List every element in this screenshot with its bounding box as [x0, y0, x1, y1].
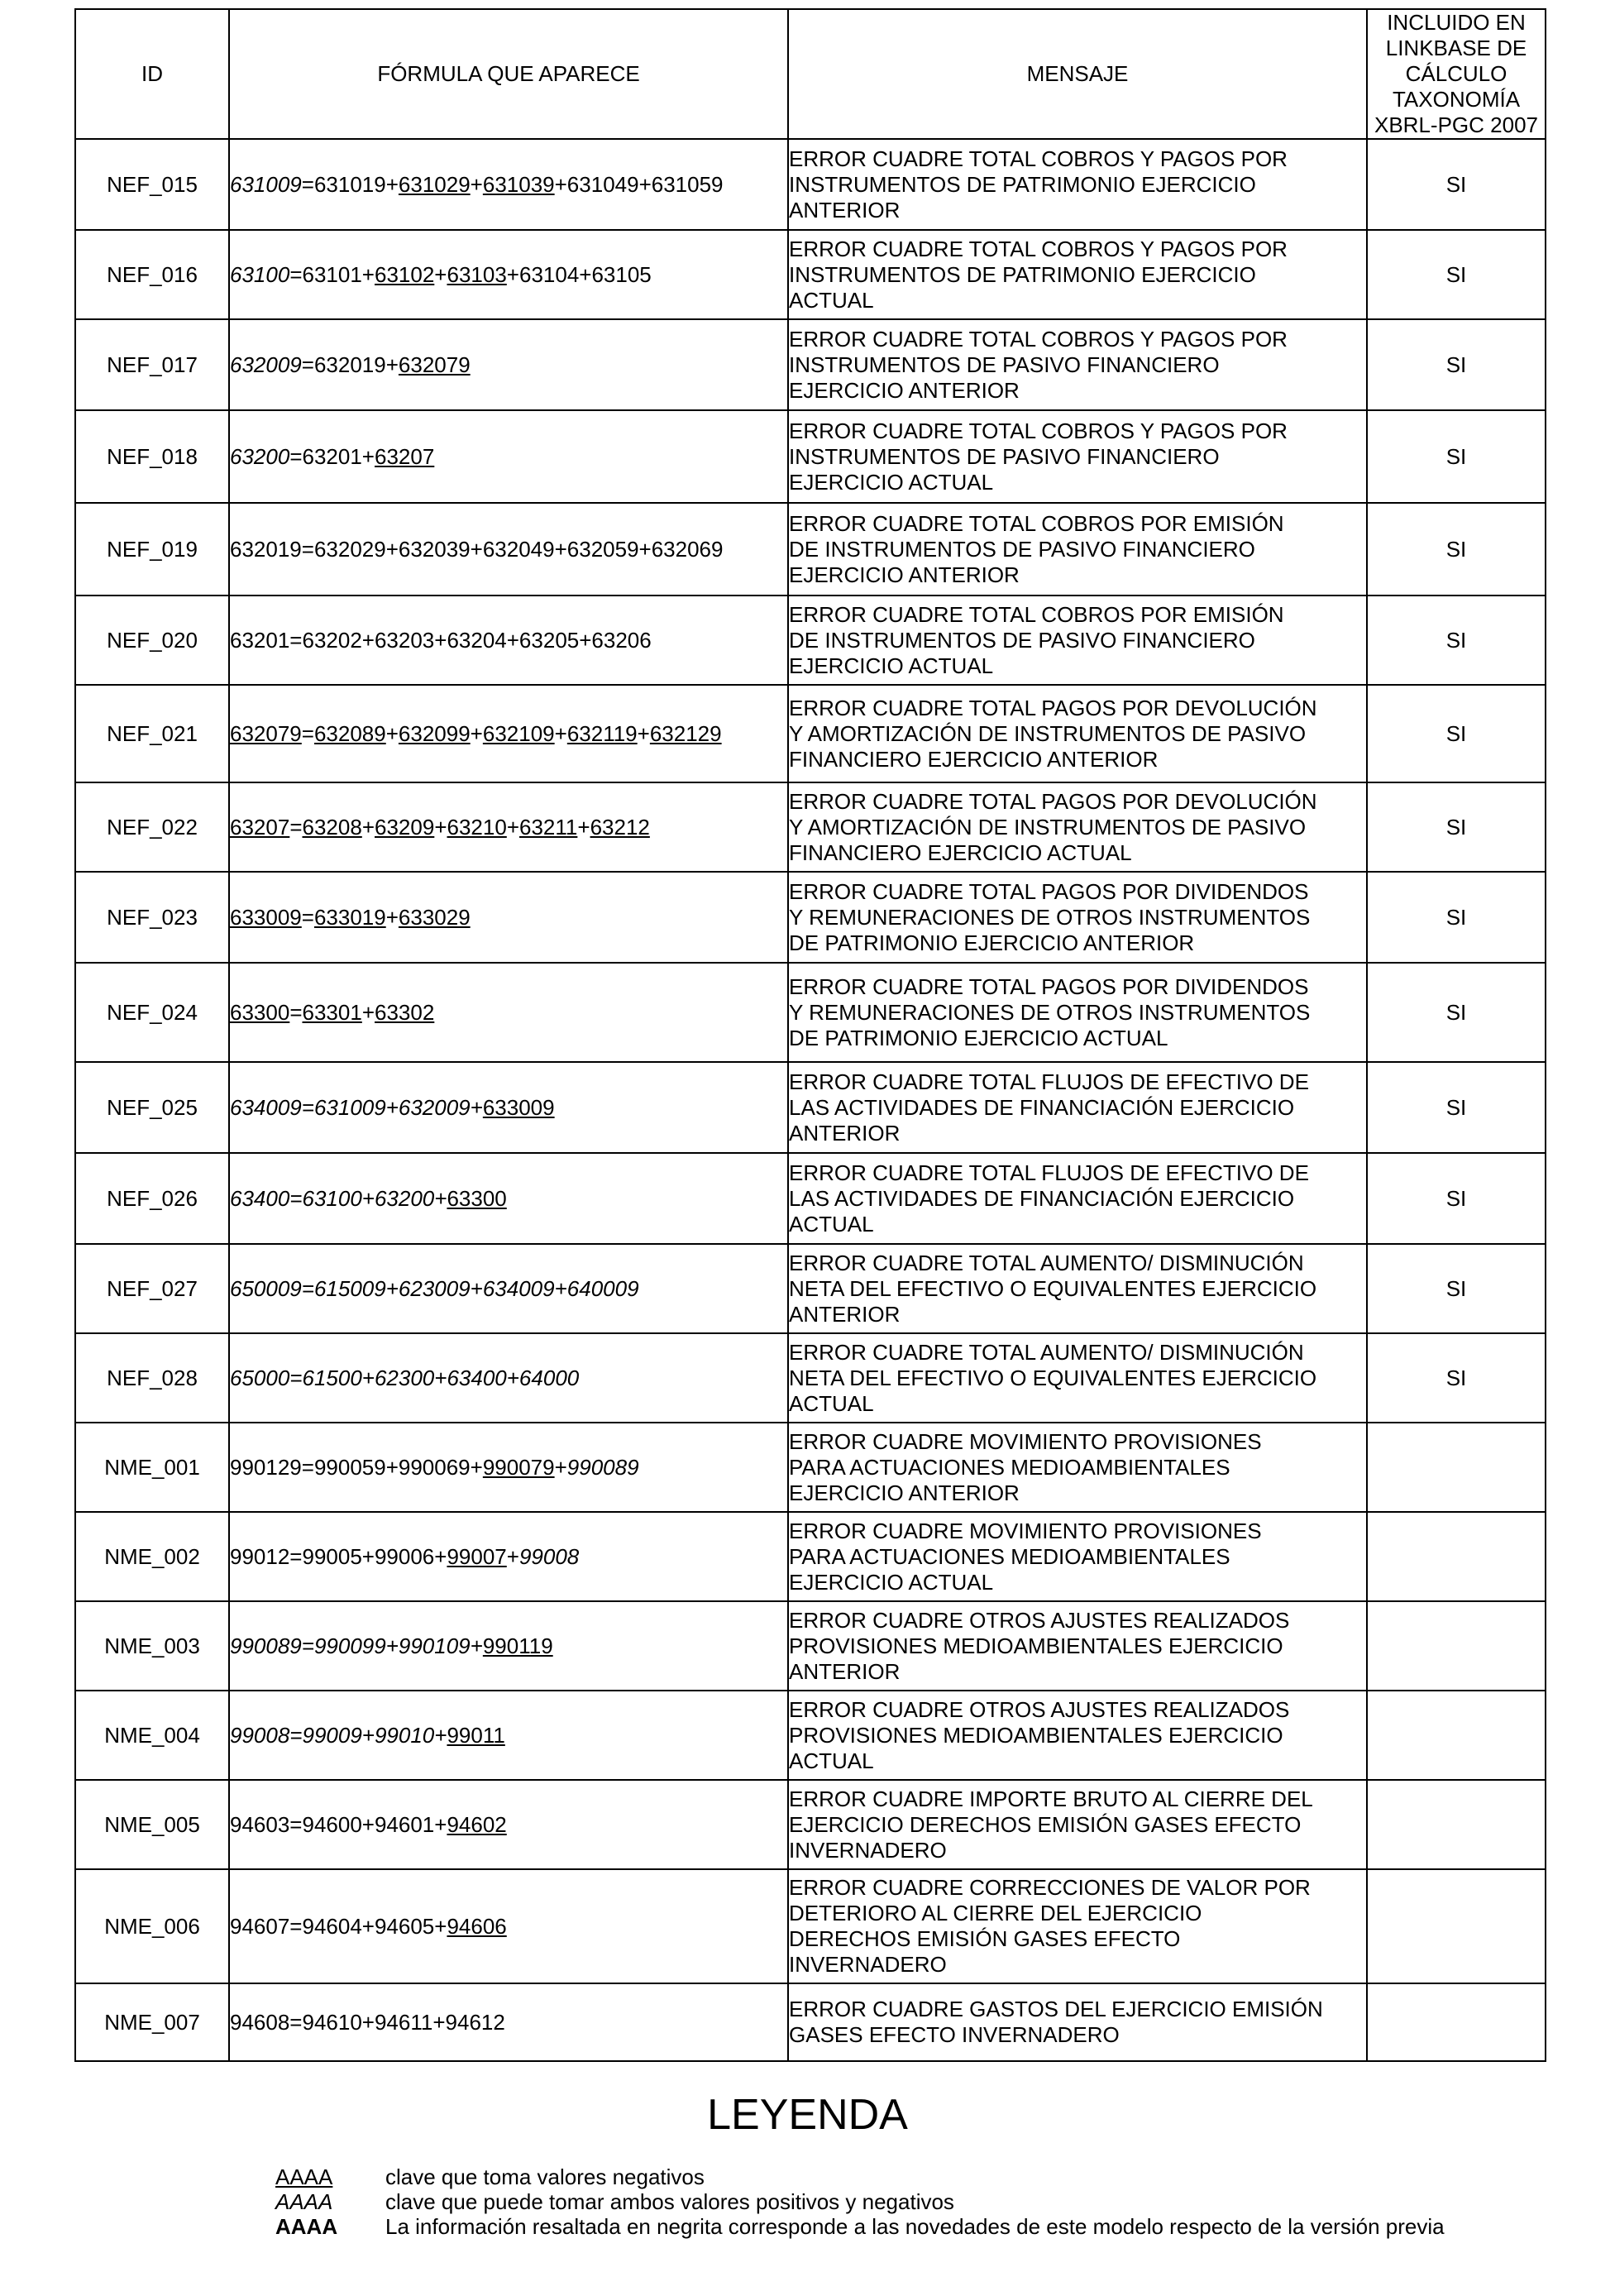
- rule-message: [788, 1062, 1367, 1153]
- formula-segment: =632019+: [301, 352, 399, 377]
- rule-message: [788, 503, 1367, 596]
- rule-id: NEF_020: [75, 596, 229, 685]
- formula-segment: 99007: [447, 1543, 507, 1569]
- message-line: Y AMORTIZACIÓN DE INSTRUMENTOS DE PASIVO: [789, 814, 1307, 839]
- formula-segment: 633029: [398, 904, 471, 930]
- table-row: [75, 1153, 1546, 1244]
- formula-segment: 99008=99009+99010+: [230, 1722, 447, 1748]
- formula-segment: 63212: [590, 814, 650, 839]
- validation-rules-table: [74, 8, 1546, 2062]
- rule-formula: [229, 1869, 788, 1983]
- legend-text: clave que toma valores negativos: [385, 2164, 705, 2189]
- legend-text: clave que puede tomar ambos valores positivos y negativos: [385, 2189, 954, 2214]
- message-line: DE INSTRUMENTOS DE PASIVO FINANCIERO: [789, 536, 1255, 562]
- formula-segment: +: [470, 720, 483, 746]
- formula-segment: 63301: [302, 999, 362, 1025]
- formula-segment: =63201+: [289, 443, 375, 469]
- message-line: ERROR CUADRE GASTOS DEL EJERCICIO EMISIÓN: [789, 1997, 1323, 2021]
- rule-formula: [229, 872, 788, 963]
- rule-formula: [229, 1244, 788, 1333]
- formula-segment: 632109: [482, 720, 555, 746]
- formula-segment: +: [361, 999, 375, 1025]
- rule-formula: [229, 1601, 788, 1691]
- message-line: ANTERIOR: [789, 1120, 901, 1146]
- formula-segment: 632099: [398, 720, 471, 746]
- message-line: EJERCICIO ANTERIOR: [789, 377, 1020, 403]
- message-line: LAS ACTIVIDADES DE FINANCIACIÓN EJERCICIO: [789, 1185, 1295, 1211]
- rule-included: SI: [1367, 319, 1546, 410]
- message-line: ANTERIOR: [789, 1301, 901, 1327]
- rule-id: NEF_028: [75, 1333, 229, 1423]
- formula-segment: 63400=63100+63200+: [230, 1185, 447, 1211]
- formula-segment: +: [506, 1543, 519, 1569]
- rule-included: SI: [1367, 872, 1546, 963]
- rule-message: [788, 782, 1367, 872]
- rule-included: SI: [1367, 139, 1546, 230]
- formula-segment: 94602: [447, 1811, 507, 1837]
- rule-formula: [229, 1062, 788, 1153]
- legend-title: LEYENDA: [707, 2091, 908, 2139]
- formula-segment: 633009: [230, 904, 302, 930]
- formula-segment: 650009=615009+623009+634009+640009: [230, 1275, 639, 1301]
- message-line: ERROR CUADRE OTROS AJUSTES REALIZADOS: [789, 1607, 1290, 1633]
- formula-segment: +: [506, 814, 519, 839]
- message-line: INSTRUMENTOS DE PASIVO FINANCIERO: [789, 352, 1220, 377]
- formula-segment: +: [554, 1454, 567, 1480]
- message-line: ANTERIOR: [789, 1658, 901, 1684]
- table-row: [75, 1691, 1546, 1780]
- rule-message: [788, 230, 1367, 319]
- rule-id: NEF_026: [75, 1153, 229, 1244]
- table-row: [75, 319, 1546, 410]
- table-row: [75, 139, 1546, 230]
- message-line: EJERCICIO ANTERIOR: [789, 562, 1020, 587]
- formula-segment: 63200: [230, 443, 290, 469]
- formula-segment: 99011: [447, 1722, 505, 1748]
- formula-segment: 99008: [518, 1543, 580, 1569]
- legend-item: [275, 2214, 1445, 2239]
- rule-id: NEF_025: [75, 1062, 229, 1153]
- formula-segment: 633009: [482, 1094, 555, 1120]
- rule-formula: [229, 1423, 788, 1512]
- rule-id: NME_004: [75, 1691, 229, 1780]
- rule-formula: [229, 596, 788, 685]
- rule-id: NEF_016: [75, 230, 229, 319]
- message-line: DERECHOS EMISIÓN GASES EFECTO: [789, 1926, 1181, 1951]
- formula-segment: 63209: [375, 814, 435, 839]
- rule-formula: [229, 139, 788, 230]
- header-included-line: TAXONOMÍA: [1392, 87, 1521, 112]
- formula-segment: 631009: [230, 171, 302, 197]
- message-line: ERROR CUADRE TOTAL COBROS POR EMISIÓN: [789, 601, 1284, 627]
- formula-segment: 63210: [447, 814, 507, 839]
- message-line: DE PATRIMONIO EJERCICIO ACTUAL: [789, 1025, 1168, 1050]
- rule-id: NEF_023: [75, 872, 229, 963]
- message-line: ERROR CUADRE TOTAL FLUJOS DE EFECTIVO DE: [789, 1069, 1309, 1094]
- table-row: [75, 685, 1546, 782]
- formula-segment: 632009: [230, 352, 302, 377]
- table-row: [75, 782, 1546, 872]
- message-line: ERROR CUADRE TOTAL AUMENTO/ DISMINUCIÓN: [789, 1339, 1304, 1365]
- header-message: MENSAJE: [788, 9, 1367, 139]
- header-included-line: LINKBASE DE: [1385, 36, 1527, 60]
- rule-included: SI: [1367, 685, 1546, 782]
- legend-item: [275, 2164, 705, 2189]
- table-row: [75, 1780, 1546, 1869]
- formula-segment: =63101+: [289, 261, 375, 287]
- formula-segment: =: [301, 904, 314, 930]
- message-line: NETA DEL EFECTIVO O EQUIVALENTES EJERCICIO: [789, 1365, 1317, 1390]
- formula-segment: 634009=631009+632009+: [230, 1094, 483, 1120]
- rule-formula: [229, 1333, 788, 1423]
- rule-message: [788, 410, 1367, 503]
- message-line: EJERCICIO ANTERIOR: [789, 1480, 1020, 1505]
- message-line: ERROR CUADRE TOTAL COBROS Y PAGOS POR: [789, 236, 1288, 261]
- formula-segment: +: [434, 814, 447, 839]
- rule-id: NME_003: [75, 1601, 229, 1691]
- rule-formula: [229, 1691, 788, 1780]
- rule-id: NEF_027: [75, 1244, 229, 1333]
- rule-included: SI: [1367, 782, 1546, 872]
- message-line: LAS ACTIVIDADES DE FINANCIACIÓN EJERCICIO: [789, 1094, 1295, 1120]
- formula-segment: 990089=990099+990109+: [230, 1633, 483, 1658]
- formula-segment: =631019+: [301, 171, 399, 197]
- formula-segment: 632129: [649, 720, 722, 746]
- message-line: ANTERIOR: [789, 197, 901, 222]
- message-line: EJERCICIO DERECHOS EMISIÓN GASES EFECTO: [789, 1811, 1302, 1837]
- rule-id: NME_001: [75, 1423, 229, 1512]
- message-line: ERROR CUADRE OTROS AJUSTES REALIZADOS: [789, 1696, 1290, 1722]
- rule-message: [788, 1244, 1367, 1333]
- rule-message: [788, 1983, 1367, 2061]
- rule-id: NEF_015: [75, 139, 229, 230]
- rule-formula: [229, 1512, 788, 1601]
- formula-segment: 990129=990059+990069+: [230, 1454, 483, 1480]
- message-line: ERROR CUADRE TOTAL AUMENTO/ DISMINUCIÓN: [789, 1250, 1304, 1275]
- rule-formula: [229, 1780, 788, 1869]
- formula-segment: 63302: [375, 999, 435, 1025]
- formula-segment: =: [289, 814, 303, 839]
- rule-message: [788, 1333, 1367, 1423]
- message-line: ERROR CUADRE TOTAL COBROS POR EMISIÓN: [789, 510, 1284, 536]
- message-line: ACTUAL: [789, 1211, 874, 1236]
- table-row: [75, 1601, 1546, 1691]
- message-line: INVERNADERO: [789, 1837, 947, 1863]
- rule-id: NEF_017: [75, 319, 229, 410]
- formula-segment: +: [470, 171, 483, 197]
- header-included-line: CÁLCULO: [1405, 61, 1507, 86]
- message-line: FINANCIERO EJERCICIO ANTERIOR: [789, 746, 1159, 772]
- formula-segment: 631039: [482, 171, 555, 197]
- rule-formula: [229, 685, 788, 782]
- rule-id: NEF_019: [75, 503, 229, 596]
- formula-segment: 632079: [398, 352, 471, 377]
- formula-segment: 63207: [230, 814, 290, 839]
- formula-segment: +: [577, 814, 590, 839]
- table-row: [75, 1423, 1546, 1512]
- rule-message: [788, 1153, 1367, 1244]
- table-header-row: [75, 9, 1546, 139]
- rule-formula: [229, 1983, 788, 2061]
- message-line: ERROR CUADRE MOVIMIENTO PROVISIONES: [789, 1518, 1262, 1543]
- message-line: INSTRUMENTOS DE PATRIMONIO EJERCICIO: [789, 171, 1256, 197]
- formula-segment: 990119: [482, 1633, 553, 1658]
- formula-segment: +63104+63105: [506, 261, 652, 287]
- rule-formula: [229, 963, 788, 1062]
- message-line: ACTUAL: [789, 1748, 874, 1773]
- rule-message: [788, 872, 1367, 963]
- formula-segment: 632119: [566, 720, 638, 746]
- header-id: ID: [75, 9, 229, 139]
- formula-segment: 990089: [566, 1454, 639, 1480]
- rule-included: SI: [1367, 1333, 1546, 1423]
- rule-formula: [229, 319, 788, 410]
- rule-message: [788, 596, 1367, 685]
- legend-item: [275, 2189, 954, 2214]
- formula-segment: +: [434, 261, 447, 287]
- formula-segment: 94606: [447, 1913, 507, 1939]
- table-row: [75, 1062, 1546, 1153]
- rule-message: [788, 1691, 1367, 1780]
- rule-message: [788, 139, 1367, 230]
- formula-segment: 632019=632029+632039+632049+632059+632069: [230, 536, 724, 562]
- formula-segment: 63103: [447, 261, 507, 287]
- rule-message: [788, 1601, 1367, 1691]
- table-row: [75, 872, 1546, 963]
- rule-id: NME_002: [75, 1512, 229, 1601]
- rule-included: SI: [1367, 230, 1546, 319]
- rule-id: NEF_022: [75, 782, 229, 872]
- rule-included: SI: [1367, 1244, 1546, 1333]
- formula-segment: 990079: [482, 1454, 555, 1480]
- table-row: [75, 1333, 1546, 1423]
- formula-segment: +: [554, 720, 567, 746]
- rule-included: [1367, 1869, 1546, 1983]
- header-included-line: XBRL-PGC 2007: [1374, 112, 1538, 137]
- message-line: Y REMUNERACIONES DE OTROS INSTRUMENTOS: [789, 904, 1311, 930]
- table-row: [75, 503, 1546, 596]
- rule-included: [1367, 1423, 1546, 1512]
- message-line: ERROR CUADRE IMPORTE BRUTO AL CIERRE DEL: [789, 1786, 1313, 1811]
- formula-segment: 63201=63202+63203+63204+63205+63206: [230, 627, 652, 653]
- message-line: Y REMUNERACIONES DE OTROS INSTRUMENTOS: [789, 999, 1311, 1025]
- message-line: ERROR CUADRE TOTAL PAGOS POR DIVIDENDOS: [789, 973, 1309, 999]
- formula-segment: 632079: [230, 720, 302, 746]
- rule-message: [788, 319, 1367, 410]
- table-row: [75, 963, 1546, 1062]
- message-line: ERROR CUADRE TOTAL COBROS Y PAGOS POR: [789, 418, 1288, 443]
- rule-id: NME_006: [75, 1869, 229, 1983]
- message-line: GASES EFECTO INVERNADERO: [789, 2022, 1120, 2047]
- message-line: DETERIORO AL CIERRE DEL EJERCICIO: [789, 1901, 1202, 1925]
- message-line: ERROR CUADRE TOTAL FLUJOS DE EFECTIVO DE: [789, 1160, 1309, 1185]
- message-line: INVERNADERO: [789, 1952, 947, 1977]
- header-formula: FÓRMULA QUE APARECE: [229, 9, 788, 139]
- formula-segment: =: [301, 720, 314, 746]
- rule-included: SI: [1367, 963, 1546, 1062]
- message-line: EJERCICIO ACTUAL: [789, 469, 994, 495]
- rule-id: NEF_024: [75, 963, 229, 1062]
- message-line: FINANCIERO EJERCICIO ACTUAL: [789, 839, 1132, 865]
- rule-formula: [229, 230, 788, 319]
- message-line: ERROR CUADRE TOTAL COBROS Y PAGOS POR: [789, 146, 1288, 171]
- rule-message: [788, 1780, 1367, 1869]
- formula-segment: 94607=94604+94605+: [230, 1913, 447, 1939]
- rule-id: NEF_021: [75, 685, 229, 782]
- table-body: [75, 139, 1546, 2061]
- formula-segment: 63207: [374, 443, 435, 469]
- table-row: [75, 1244, 1546, 1333]
- rule-formula: [229, 1153, 788, 1244]
- header-included: [1367, 9, 1546, 139]
- message-line: EJERCICIO ACTUAL: [789, 653, 994, 678]
- rule-included: SI: [1367, 410, 1546, 503]
- message-line: Y AMORTIZACIÓN DE INSTRUMENTOS DE PASIVO: [789, 720, 1307, 746]
- rule-formula: [229, 410, 788, 503]
- legend-key: AAAA: [275, 2164, 333, 2189]
- formula-segment: 99012=99005+99006+: [230, 1543, 447, 1569]
- formula-segment: 63211: [519, 814, 578, 839]
- rule-formula: [229, 503, 788, 596]
- rule-included: [1367, 1691, 1546, 1780]
- table-row: [75, 1512, 1546, 1601]
- rule-message: [788, 1423, 1367, 1512]
- rule-included: [1367, 1512, 1546, 1601]
- formula-segment: +: [361, 814, 375, 839]
- header-included-line: INCLUIDO EN: [1387, 10, 1526, 35]
- message-line: ERROR CUADRE MOVIMIENTO PROVISIONES: [789, 1428, 1262, 1454]
- formula-segment: 633019: [313, 904, 386, 930]
- legend-key: AAAA: [275, 2214, 338, 2239]
- message-line: PARA ACTUACIONES MEDIOAMBIENTALES: [789, 1543, 1230, 1569]
- table-row: [75, 596, 1546, 685]
- legend-text: La información resaltada en negrita corresponde a las novedades de este modelo respecto de la versión previa: [385, 2214, 1445, 2239]
- message-line: DE PATRIMONIO EJERCICIO ANTERIOR: [789, 930, 1195, 955]
- rule-message: [788, 685, 1367, 782]
- rule-message: [788, 1512, 1367, 1601]
- message-line: DE INSTRUMENTOS DE PASIVO FINANCIERO: [789, 627, 1255, 653]
- message-line: ERROR CUADRE TOTAL PAGOS POR DEVOLUCIÓN: [789, 695, 1317, 720]
- message-line: ERROR CUADRE TOTAL PAGOS POR DEVOLUCIÓN: [789, 788, 1317, 814]
- formula-segment: 63102: [374, 261, 435, 287]
- rule-formula: [229, 782, 788, 872]
- table-row: [75, 410, 1546, 503]
- rule-included: [1367, 1601, 1546, 1691]
- message-line: PROVISIONES MEDIOAMBIENTALES EJERCICIO: [789, 1722, 1283, 1748]
- rule-included: [1367, 1983, 1546, 2061]
- formula-segment: +: [385, 904, 399, 930]
- rule-included: SI: [1367, 596, 1546, 685]
- rule-included: SI: [1367, 503, 1546, 596]
- rule-message: [788, 963, 1367, 1062]
- message-line: ERROR CUADRE CORRECCIONES DE VALOR POR: [789, 1875, 1311, 1900]
- rule-included: SI: [1367, 1153, 1546, 1244]
- message-line: ERROR CUADRE TOTAL COBROS Y PAGOS POR: [789, 326, 1288, 352]
- formula-segment: +: [637, 720, 650, 746]
- table-row: [75, 1983, 1546, 2061]
- message-line: NETA DEL EFECTIVO O EQUIVALENTES EJERCICIO: [789, 1275, 1317, 1301]
- formula-segment: +631049+631059: [554, 171, 724, 197]
- formula-segment: 63300: [447, 1185, 507, 1211]
- table-row: [75, 1869, 1546, 1983]
- message-line: PARA ACTUACIONES MEDIOAMBIENTALES: [789, 1454, 1230, 1480]
- message-line: PROVISIONES MEDIOAMBIENTALES EJERCICIO: [789, 1633, 1283, 1658]
- formula-segment: 94603=94600+94601+: [230, 1811, 447, 1837]
- message-line: EJERCICIO ACTUAL: [789, 1569, 994, 1595]
- formula-segment: 63100: [230, 261, 290, 287]
- message-line: INSTRUMENTOS DE PATRIMONIO EJERCICIO: [789, 261, 1256, 287]
- rule-included: [1367, 1780, 1546, 1869]
- rule-id: NME_005: [75, 1780, 229, 1869]
- formula-segment: 632089: [313, 720, 386, 746]
- rule-id: NME_007: [75, 1983, 229, 2061]
- message-line: ACTUAL: [789, 1390, 874, 1416]
- formula-segment: 65000=61500+62300+63400+64000: [230, 1365, 580, 1390]
- message-line: ERROR CUADRE TOTAL PAGOS POR DIVIDENDOS: [789, 878, 1309, 904]
- formula-segment: +: [385, 720, 399, 746]
- formula-segment: 94608=94610+94611+94612: [230, 2009, 505, 2035]
- message-line: INSTRUMENTOS DE PASIVO FINANCIERO: [789, 443, 1220, 469]
- message-line: ACTUAL: [789, 287, 874, 313]
- formula-segment: 63300: [230, 999, 290, 1025]
- formula-segment: 63208: [302, 814, 362, 839]
- rule-message: [788, 1869, 1367, 1983]
- rule-included: SI: [1367, 1062, 1546, 1153]
- rule-id: NEF_018: [75, 410, 229, 503]
- formula-segment: =: [289, 999, 303, 1025]
- legend-key: AAAA: [275, 2189, 333, 2214]
- table-row: [75, 230, 1546, 319]
- formula-segment: 631029: [398, 171, 471, 197]
